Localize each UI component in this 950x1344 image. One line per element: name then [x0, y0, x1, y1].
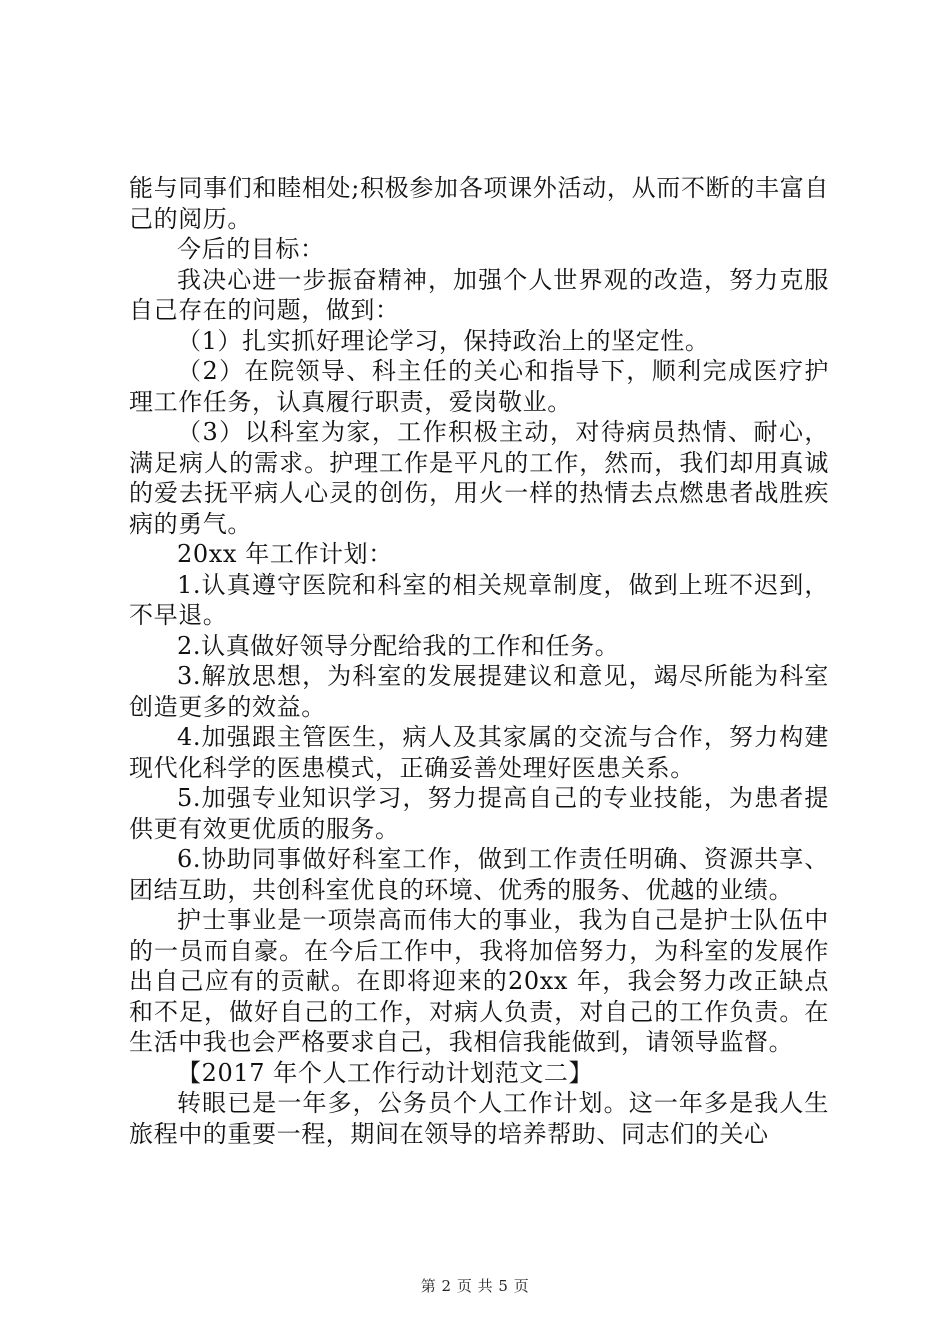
page-footer: 第 2 页 共 5 页	[420, 1277, 530, 1295]
paragraph-sample-two-intro: 转眼已是一年多，公务员个人工作计划。这一年多是我人生旅程中的重要一程，期间在领导的培养帮助、同志们的关心	[129, 1089, 829, 1148]
plan-item-1: 1.认真遵守医院和科室的相关规章制度，做到上班不迟到，不早退。	[129, 570, 829, 629]
heading-work-plan: 20xx 年工作计划：	[177, 540, 393, 568]
plan-item-6: 6.协助同事做好科室工作，做到工作责任明确、资源共享、团结互助，共创科室优良的环境、优秀的服务、优越的业绩。	[129, 845, 829, 904]
plan-item-2: 2.认真做好领导分配给我的工作和任务。	[177, 631, 620, 660]
paragraph-conclusion: 护士事业是一项崇高而伟大的事业，我为自己是护士队伍中的一员而自豪。在今后工作中，我将加倍努力，为科室的发展作出自己应有的贡献。在即将迎来的20xx 年，我会努力改正缺点和不足，做好自己的工作，对病人负责，对自己的工作负责。在生活中我也会严格要求自己，我相信我能做到，请领导监督。	[129, 906, 829, 1056]
plan-item-4: 4.加强跟主管医生，病人及其家属的交流与合作，努力构建现代化科学的医患模式，正确妥善处理好医患关系。	[129, 723, 829, 782]
document-body	[129, 173, 829, 1149]
heading-future-goals: 今后的目标：	[177, 235, 325, 263]
paragraph-resolution: 我决心进一步振奋精神，加强个人世界观的改造，努力克服自己存在的问题，做到：	[129, 265, 829, 324]
plan-item-5: 5.加强专业知识学习，努力提高自己的专业技能，为患者提供更有效更优质的服务。	[129, 784, 829, 843]
goal-item-1: （1）扎实抓好理论学习，保持政治上的坚定性。	[177, 326, 710, 355]
paragraph-continuation: 能与同事们和睦相处;积极参加各项课外活动，从而不断的丰富自己的阅历。	[129, 174, 829, 233]
goal-item-2: （2）在院领导、科主任的关心和指导下，顺利完成医疗护理工作任务，认真履行职责，爱岗敬业。	[129, 357, 829, 416]
plan-item-3: 3.解放思想，为科室的发展提建议和意见，竭尽所能为科室创造更多的效益。	[129, 662, 829, 721]
section-title-sample-two: 【2017 年个人工作行动计划范文二】	[177, 1058, 594, 1087]
goal-item-3: （3）以科室为家，工作积极主动，对待病员热情、耐心，满足病人的需求。护理工作是平凡的工作，然而，我们却用真诚的爱去抚平病人心灵的创伤，用火一样的热情去点燃患者战胜疾病的勇气。	[129, 418, 829, 538]
